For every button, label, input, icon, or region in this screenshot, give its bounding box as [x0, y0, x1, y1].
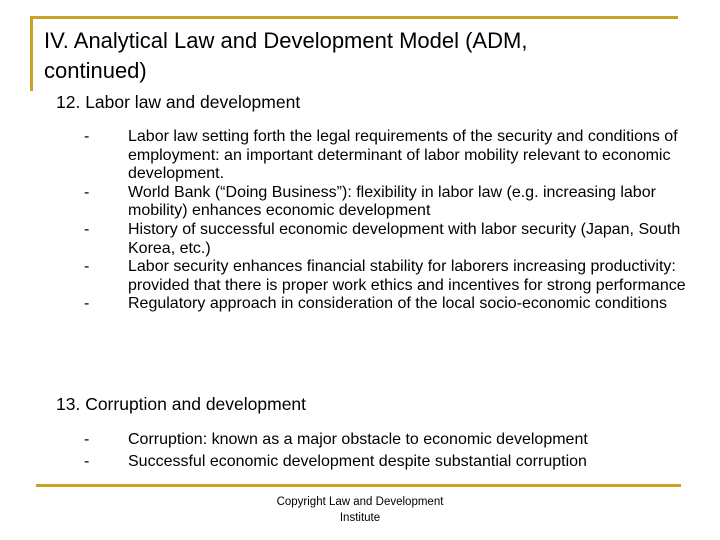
list-item [80, 128, 690, 184]
slide-title-line-1: IV. Analytical Law and Development Model (ADM, [44, 28, 528, 53]
section-12-list [80, 128, 690, 314]
list-item [80, 295, 690, 314]
bullet-text: History of successful economic development with labor security (Japan, South Korea, etc.) [128, 220, 681, 257]
footer-line-2: Institute [339, 512, 381, 524]
bullet-dash: - [84, 431, 90, 448]
bullet-text: World Bank (“Doing Business”): flexibility in labor law (e.g. increasing labor mobility) enhances economic development [128, 183, 656, 220]
section-13-list [80, 429, 690, 473]
slide-title [44, 26, 684, 86]
section-13-heading: 13. Corruption and development [56, 394, 307, 414]
bullet-dash: - [84, 453, 90, 470]
list-item [80, 221, 690, 258]
list-item [80, 184, 690, 221]
bullet-dash: - [84, 128, 90, 145]
bottom-accent-rule [36, 484, 681, 487]
bullet-dash: - [84, 220, 90, 238]
left-accent-rule [30, 16, 33, 91]
bullet-text: Labor security enhances financial stability for laborers increasing productivity: provided that there is proper work ethics and incentives for strong performance [128, 258, 686, 294]
list-item [80, 429, 690, 451]
bullet-dash: - [84, 183, 90, 201]
footer-copyright [250, 494, 470, 526]
bullet-text: Corruption: known as a major obstacle to economic development [128, 431, 588, 448]
footer-line-1: Copyright Law and Development [276, 496, 444, 508]
list-item [80, 258, 690, 295]
bullet-text: Regulatory approach in consideration of the local socio-economic conditions [128, 295, 667, 313]
section-12-heading: 12. Labor law and development [56, 92, 301, 112]
bullet-text: Labor law setting forth the legal requirements of the security and conditions of employment: an important determinant of labor mobility relevant to economic development. [128, 128, 678, 183]
top-accent-rule [30, 16, 678, 19]
list-item [80, 451, 690, 473]
bullet-dash: - [84, 258, 90, 276]
bullet-dash: - [84, 295, 90, 313]
slide-title-line-2: continued) [44, 58, 147, 83]
bullet-text: Successful economic development despite substantial corruption [128, 453, 587, 470]
